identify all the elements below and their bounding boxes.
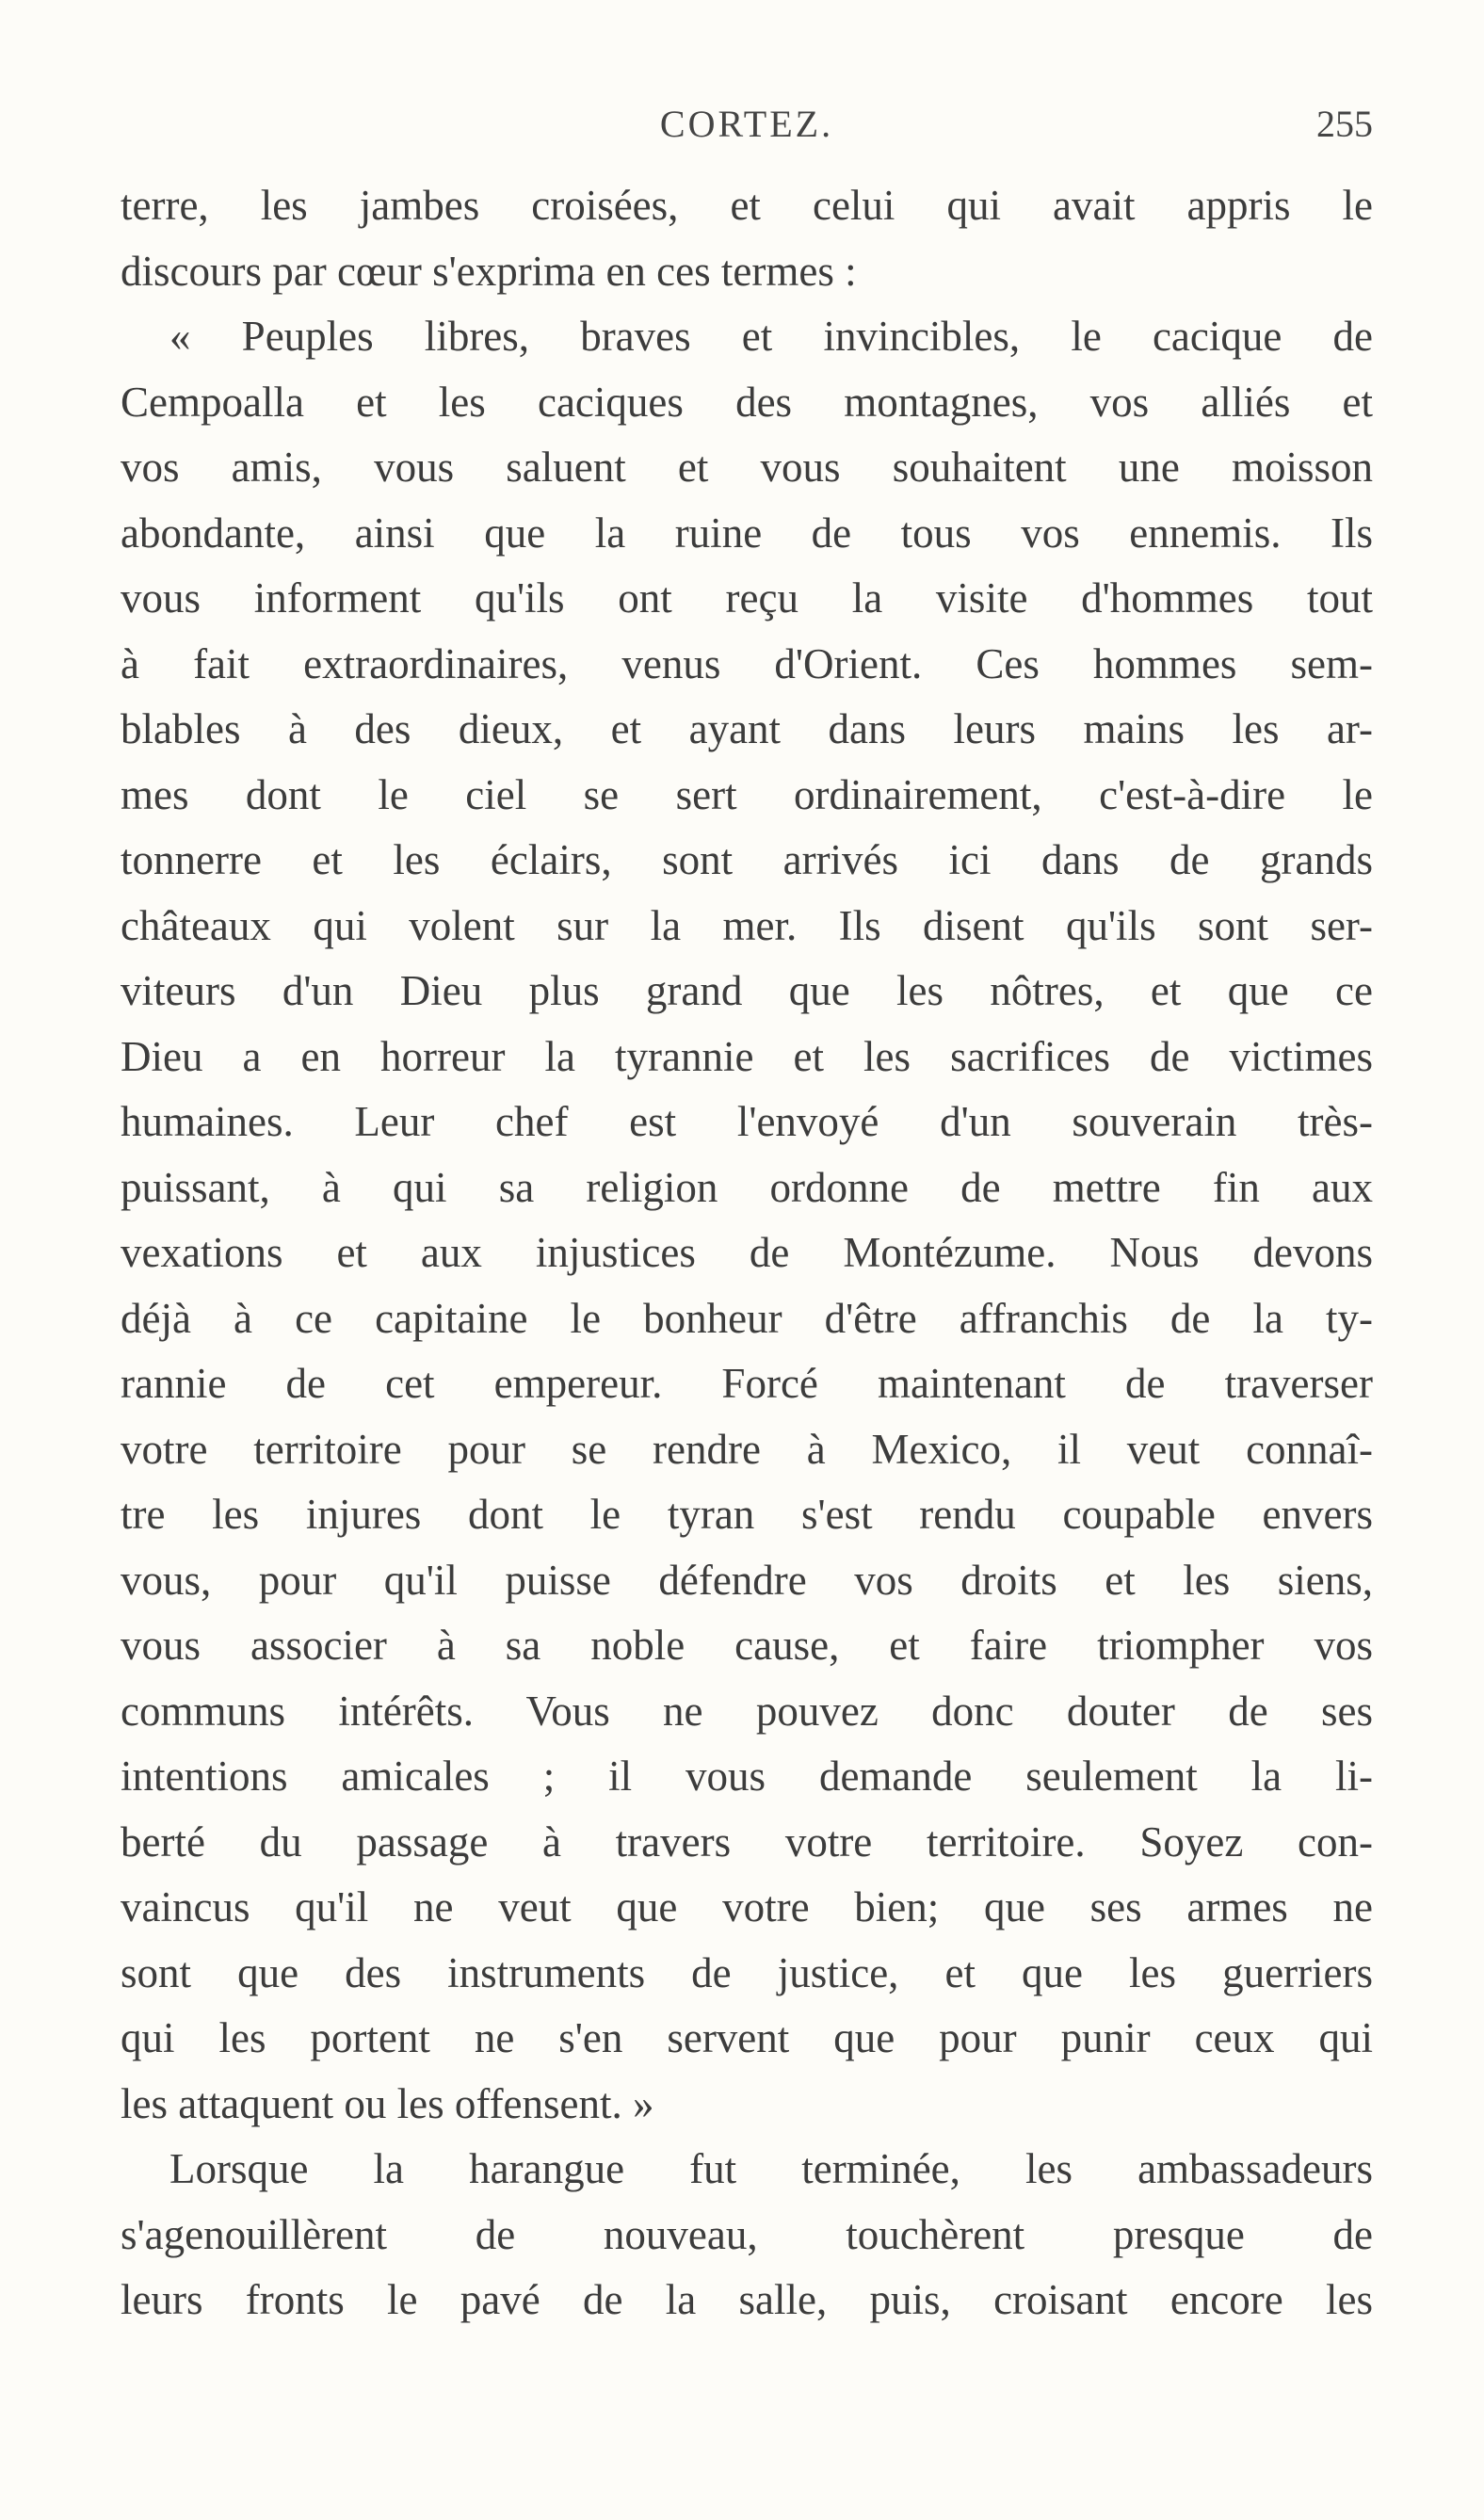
- text-line: vexations et aux injustices de Montézume. Nous devons: [121, 1229, 1373, 1276]
- text-line: les attaquent ou les offensent. »: [121, 2079, 654, 2127]
- text-line: vous associer à sa noble cause, et faire triompher vos: [121, 1622, 1373, 1669]
- text-line: vous, pour qu'il puisse défendre vos droits et les siens,: [121, 1556, 1373, 1604]
- body-text: [121, 173, 1373, 2334]
- text-line: sont que des instruments de justice, et que les guerriers: [121, 1948, 1373, 1996]
- text-line: vos amis, vous saluent et vous souhaitent une moisson: [121, 444, 1373, 491]
- text-line: Cempoalla et les caciques des montagnes, vos alliés et: [121, 378, 1373, 426]
- text-line: « Peuples libres, braves et invincibles, le cacique de: [169, 313, 1373, 360]
- text-line: discours par cœur s'exprima en ces termes :: [121, 247, 857, 295]
- text-line: leurs fronts le pavé de la salle, puis, croisant encore les: [121, 2276, 1373, 2323]
- text-line: terre, les jambes croisées, et celui qui avait appris le: [121, 182, 1373, 229]
- running-head: [121, 102, 1373, 158]
- text-line: châteaux qui volent sur la mer. Ils disent qu'ils sont ser-: [121, 901, 1373, 949]
- running-title: CORTEZ.: [659, 103, 834, 145]
- text-line: Lorsque la harangue fut terminée, les ambassadeurs: [169, 2145, 1373, 2192]
- text-line: intentions amicales ; il vous demande seulement la li-: [121, 1753, 1373, 1800]
- text-line: votre territoire pour se rendre à Mexico, il veut connaî-: [121, 1425, 1373, 1473]
- text-line: s'agenouillèrent de nouveau, touchèrent presque de: [121, 2210, 1373, 2258]
- text-line: puissant, à qui sa religion ordonne de mettre fin aux: [121, 1163, 1373, 1211]
- text-line: tre les injures dont le tyran s'est rendu coupable envers: [121, 1491, 1373, 1538]
- text-line: tonnerre et les éclairs, sont arrivés ici dans de grands: [121, 836, 1373, 883]
- text-line: rannie de cet empereur. Forcé maintenant de traverser: [121, 1360, 1373, 1407]
- text-line: blables à des dieux, et ayant dans leurs mains les ar-: [121, 705, 1373, 752]
- text-line: communs intérêts. Vous ne pouvez donc douter de ses: [121, 1687, 1373, 1735]
- text-line: vaincus qu'il ne veut que votre bien; que ses armes ne: [121, 1883, 1373, 1930]
- text-line: berté du passage à travers votre territoire. Soyez con-: [121, 1817, 1373, 1866]
- page-number: 255: [1316, 103, 1373, 145]
- text-line: à fait extraordinaires, venus d'Orient. Ces hommes sem-: [121, 639, 1373, 687]
- text-line: qui les portent ne s'en servent que pour punir ceux qui: [121, 2014, 1373, 2061]
- text-line: abondante, ainsi que la ruine de tous vos ennemis. Ils: [121, 509, 1373, 557]
- text-line: vous informent qu'ils ont reçu la visite d'hommes tout: [121, 574, 1373, 622]
- text-line: Dieu a en horreur la tyrannie et les sacrifices de victimes: [121, 1032, 1373, 1080]
- text-line: mes dont le ciel se sert ordinairement, c'est-à-dire le: [121, 770, 1373, 818]
- text-line: humaines. Leur chef est l'envoyé d'un souverain très-: [121, 1098, 1373, 1145]
- text-line: déjà à ce capitaine le bonheur d'être affranchis de la ty-: [121, 1294, 1373, 1342]
- text-line: viteurs d'un Dieu plus grand que les nôtres, et que ce: [121, 967, 1373, 1014]
